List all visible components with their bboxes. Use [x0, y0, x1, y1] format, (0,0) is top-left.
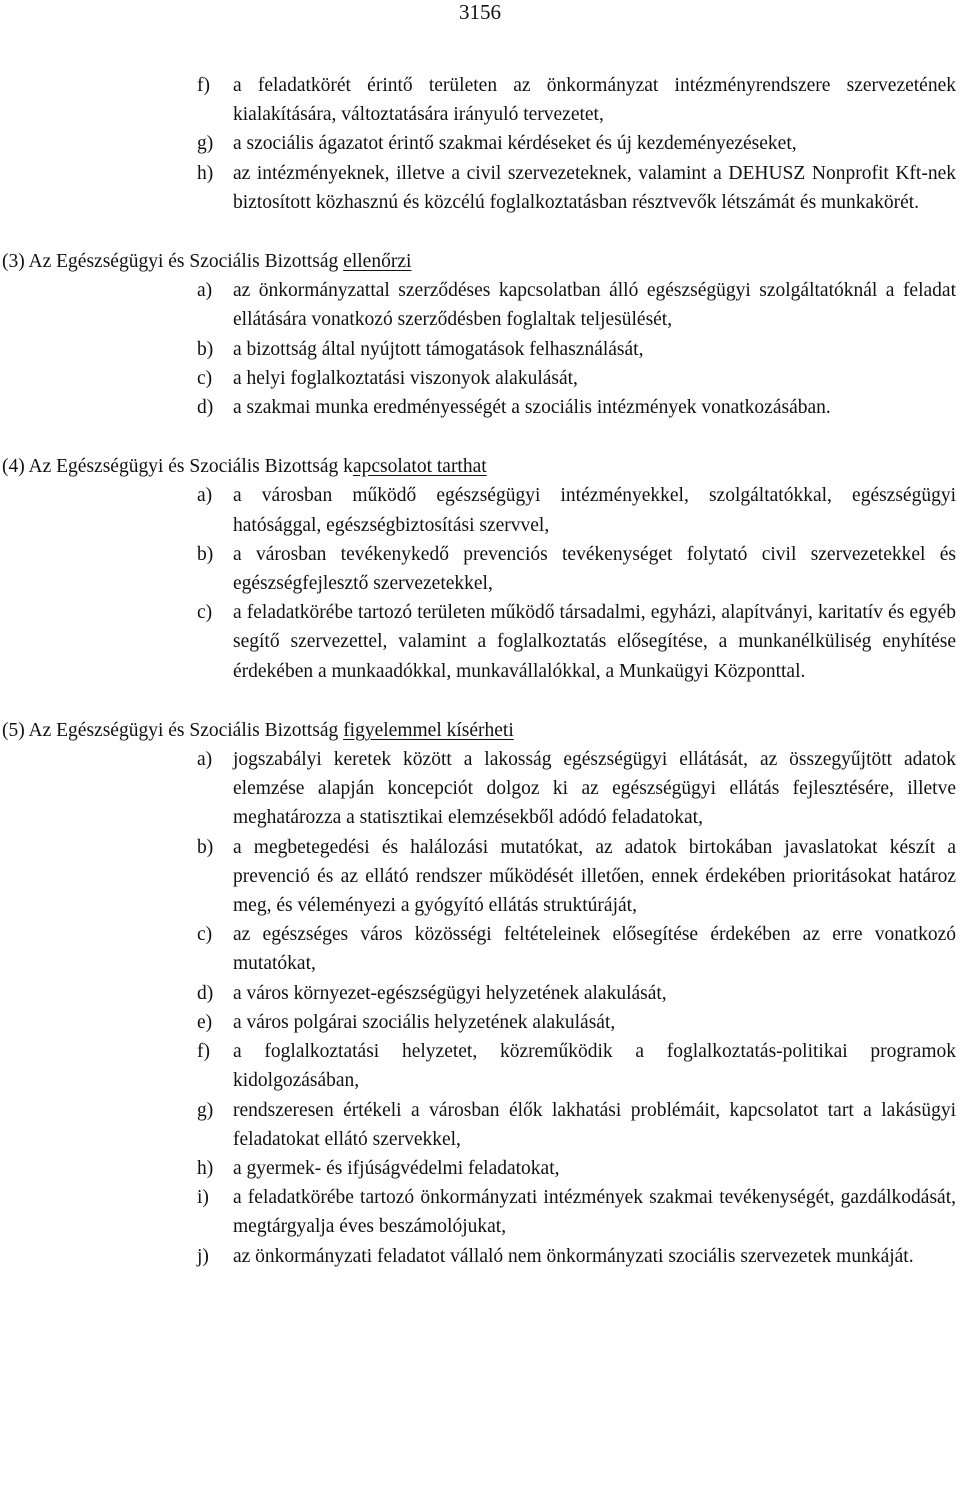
item-label: a)	[197, 280, 213, 302]
list-item	[197, 364, 956, 393]
item-text: a szakmai munka eredményességét a szociális intézmények vonatkozásában.	[233, 397, 831, 419]
item-text: a helyi foglalkoztatási viszonyok alakulását,	[233, 367, 578, 389]
list-item	[197, 833, 956, 921]
item-text: a feladatkörét érintő területen az önkormányzat intézményrendszere szervezetének kialakítására, változtatására irányuló tervezetet,	[233, 75, 956, 126]
list-item	[197, 393, 956, 422]
list-item	[197, 1096, 956, 1154]
page-number: 3156	[459, 0, 501, 24]
list-item	[197, 335, 956, 364]
item-text: az önkormányzati feladatot vállaló nem önkormányzati szociális szervezetek munkáját.	[233, 1245, 914, 1267]
document-body	[0, 71, 960, 1271]
item-label: h)	[197, 1157, 214, 1179]
list-item	[197, 979, 956, 1008]
section-4	[0, 452, 960, 686]
list-item	[197, 129, 956, 158]
item-label: c)	[197, 602, 213, 624]
item-text: a feladatkörébe tartozó önkormányzati intézmények szakmai tevékenységét, gazdálkodását, megtárgyalja éves beszámolójukat,	[233, 1187, 956, 1238]
section-heading: (3) Az Egészségügyi és Szociális Bizottság ellenőrzi	[2, 251, 412, 273]
item-text: jogszabályi keretek között a lakosság egészségügyi ellátását, az összegyűjtött adatok elemzése alapján koncepciót dolgoz ki az egészségügyi ellátás fejlesztésére, illetve meghatározza a statisztikai elemzésekből adódó feladatokat,	[233, 749, 956, 829]
item-label: g)	[197, 133, 214, 155]
list-item	[197, 276, 956, 334]
list-item	[197, 71, 956, 129]
item-label: f)	[197, 1041, 210, 1063]
item-label: b)	[197, 338, 214, 360]
list-item	[197, 1037, 956, 1095]
underlined-verb: ellenőrzi	[343, 251, 412, 273]
item-text: a városban tevékenykedő prevenciós tevékenységet folytató civil szervezetekkel és egészségfejlesztő szervezetekkel,	[233, 543, 956, 595]
item-label: g)	[197, 1099, 214, 1121]
item-text: a megbetegedési és halálozási mutatókat, az adatok birtokában javaslatokat készít a prevenció és az ellátó rendszer működését illetően, ennek érdekében prioritásokat határoz meg, és véleményezi a gyógyító ellátás struktúráját,	[233, 836, 956, 917]
item-text: az önkormányzattal szerződéses kapcsolatban álló egészségügyi szolgáltatóknál a feladat ellátására vonatkozó szerződésben foglaltak teljesülését,	[233, 280, 956, 331]
item-label: b)	[197, 543, 214, 565]
item-text: az intézményeknek, illetve a civil szervezeteknek, valamint a DEHUSZ Nonprofit Kft-nek biztosított közhasznú és közcélú foglalkoztatásban résztvevők létszámát és munkakörét.	[233, 162, 956, 213]
list-item	[197, 1242, 956, 1271]
item-text: a foglalkoztatási helyzetet, közreműködik a foglalkoztatás-politikai programok kidolgozásában,	[233, 1041, 956, 1092]
item-text: a városban működő egészségügyi intézményekkel, szolgáltatókkal, egészségügyi hatósággal, egészségbiztosítási szervvel,	[233, 485, 956, 536]
item-text: rendszeresen értékeli a városban élők lakhatási problémáit, kapcsolatot tart a lakásügyi feladatokat ellátó szervekkel,	[233, 1099, 956, 1150]
item-label: f)	[197, 75, 210, 96]
item-label: c)	[197, 367, 213, 389]
list-item	[197, 1008, 956, 1037]
list-item	[197, 540, 956, 598]
item-text: az egészséges város közösségi feltételeinek elősegítése érdekében az erre vonatkozó mutatókat,	[233, 924, 956, 975]
list-item	[197, 598, 956, 686]
section-5	[0, 716, 960, 1271]
item-label: c)	[197, 924, 213, 946]
section-heading: (5) Az Egészségügyi és Szociális Bizottság figyelemmel kísérheti	[2, 719, 514, 741]
section-3	[0, 247, 960, 422]
list-item	[197, 745, 956, 833]
item-label: d)	[197, 397, 214, 419]
list-item	[197, 159, 956, 217]
list-item	[197, 1154, 956, 1183]
item-text: a gyermek- és ifjúságvédelmi feladatokat,	[233, 1157, 560, 1179]
item-label: b)	[197, 836, 214, 858]
item-text: a feladatkörébe tartozó területen működő társadalmi, egyházi, alapítványi, karitatív és egyéb segítő szervezettel, valamint a foglalkoztatás elősegítése, a munkanélküliség enyhítése érdekében a munkaadókkal, munkavállalókkal, a Munkaügyi Központtal.	[233, 602, 956, 682]
list-item	[197, 920, 956, 978]
item-label: a)	[197, 749, 213, 771]
underlined-verb: apcsolatot tarthat	[352, 456, 487, 478]
item-text: a város környezet-egészségügyi helyzetének alakulását,	[233, 982, 667, 1004]
section-heading: (4) Az Egészségügyi és Szociális Bizottság kapcsolatot tarthat	[2, 456, 487, 478]
item-label: d)	[197, 982, 214, 1004]
list-item	[197, 481, 956, 539]
underlined-verb: figyelemmel kísérheti	[343, 719, 514, 741]
item-label: e)	[197, 1011, 213, 1033]
item-label: a)	[197, 485, 213, 507]
item-label: j)	[197, 1245, 209, 1267]
item-text: a város polgárai szociális helyzetének alakulását,	[233, 1011, 616, 1033]
list-item	[197, 1183, 956, 1241]
item-text: a bizottság által nyújtott támogatások felhasználását,	[233, 338, 644, 360]
item-text: a szociális ágazatot érintő szakmai kérdéseket és új kezdeményezéseket,	[233, 133, 797, 155]
item-label: i)	[197, 1187, 209, 1209]
item-label: h)	[197, 162, 214, 184]
